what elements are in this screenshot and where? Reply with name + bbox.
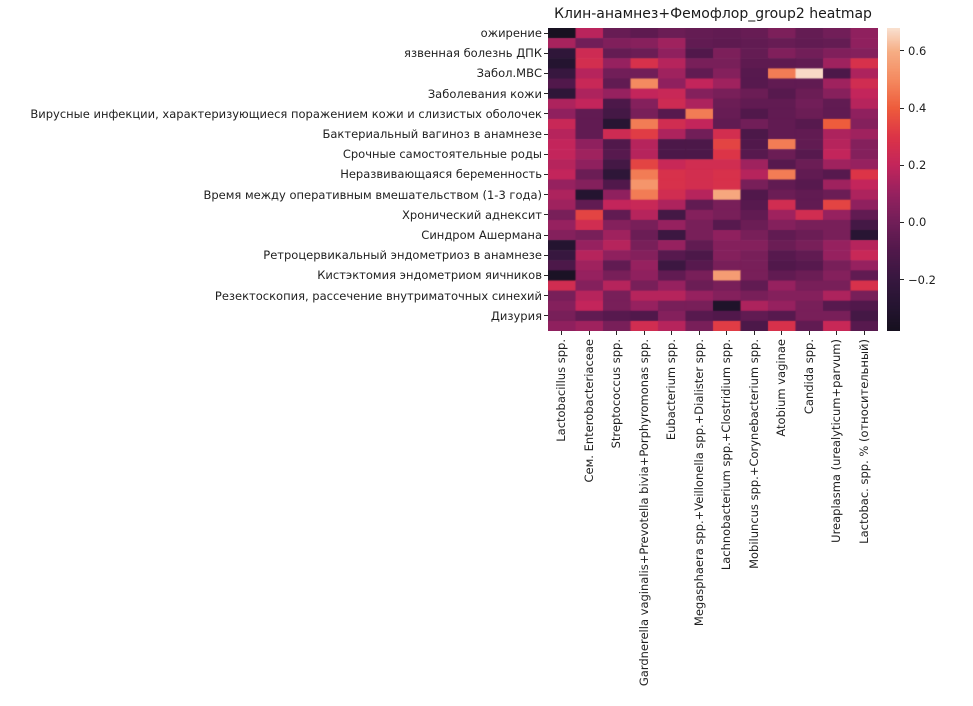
y-axis-tick	[544, 315, 548, 316]
y-axis-label: Время между оперативным вмешательством (1-3 года)	[203, 187, 542, 202]
x-axis-label: Lactobacillus spp.	[554, 339, 569, 442]
y-axis-label: Срочные самостоятельные роды	[342, 147, 542, 162]
x-axis-tick	[726, 331, 727, 335]
y-axis-tick	[544, 255, 548, 256]
x-axis-tick	[836, 331, 837, 335]
y-axis-tick	[544, 33, 548, 34]
x-axis-label: Streptococcus spp.	[609, 339, 624, 449]
y-axis-label: Хронический аднексит	[402, 207, 542, 222]
colorbar-tick	[900, 165, 904, 166]
x-axis-tick	[589, 331, 590, 335]
x-axis-label: Gardnerella vaginalis+Prevotella bivia+Porphyromonas spp.	[636, 339, 651, 687]
x-axis-tick	[561, 331, 562, 335]
y-axis-tick	[544, 53, 548, 54]
colorbar-tick	[900, 222, 904, 223]
y-axis-tick	[544, 134, 548, 135]
x-axis-tick	[644, 331, 645, 335]
y-axis-label: язвенная болезнь ДПК	[404, 46, 542, 61]
colorbar-tick	[900, 50, 904, 51]
y-axis-tick	[544, 275, 548, 276]
x-axis-label: Megasphaera spp.+Veillonella spp.+Dialister spp.	[691, 339, 706, 627]
x-axis-label: Candida spp.	[801, 339, 816, 415]
y-axis-tick	[544, 73, 548, 74]
x-axis-label: Сем. Enterobacteriaceae	[581, 339, 596, 483]
colorbar-tick-label: −0.2	[908, 272, 936, 287]
x-axis-label: Lactobac. spp. % (относительный)	[856, 339, 871, 544]
x-axis-tick	[754, 331, 755, 335]
y-axis-label: Дизурия	[490, 308, 542, 323]
colorbar	[887, 28, 900, 331]
x-axis-tick	[616, 331, 617, 335]
colorbar-tick-label: 0.2	[908, 158, 927, 173]
x-axis-tick	[671, 331, 672, 335]
colorbar-tick-label: 0.4	[908, 101, 927, 116]
y-axis-label: Неразвивающаяся беременность	[340, 167, 542, 182]
y-axis-label: Резектоскопия, рассечение внутриматочных синехий	[214, 288, 542, 303]
x-axis-tick	[699, 331, 700, 335]
colorbar-tick	[900, 279, 904, 280]
y-axis-tick	[544, 295, 548, 296]
y-axis-label: Кистэктомия эндометриом яичников	[317, 268, 542, 283]
colorbar-tick-label: 0.6	[908, 43, 927, 58]
x-axis-tick	[864, 331, 865, 335]
colorbar-tick	[900, 108, 904, 109]
y-axis-label: ожирение	[480, 26, 542, 41]
y-axis-label: Вирусные инфекции, характеризующиеся поражением кожи и слизистых оболочек	[30, 106, 542, 121]
y-axis-tick	[544, 93, 548, 94]
y-axis-label: Бактериальный вагиноз в анамнезе	[322, 127, 542, 142]
x-axis-label: Atobium vaginae	[774, 339, 789, 437]
y-axis-tick	[544, 214, 548, 215]
x-axis-tick	[809, 331, 810, 335]
colorbar-tick-label: 0.0	[908, 215, 927, 230]
y-axis-tick	[544, 174, 548, 175]
y-axis-label: Ретроцервикальный эндометриоз в анамнезе	[263, 248, 542, 263]
x-axis-label: Lachnobacterium spp.+Clostridium spp.	[719, 339, 734, 571]
chart-title: Клин-анамнез+Фемофлор_group2 heatmap	[554, 6, 872, 22]
y-axis-tick	[544, 154, 548, 155]
y-axis-tick	[544, 113, 548, 114]
x-axis-label: Eubacterium spp.	[664, 339, 679, 441]
x-axis-tick	[781, 331, 782, 335]
y-axis-tick	[544, 194, 548, 195]
x-axis-label: Mobiluncus spp.+Corynebacterium spp.	[746, 339, 761, 569]
y-axis-label: Синдром Ашермана	[421, 228, 542, 243]
y-axis-label: Забол.МВС	[476, 66, 542, 81]
y-axis-tick	[544, 235, 548, 236]
heatmap-canvas	[548, 28, 878, 331]
x-axis-label: Ureaplasma (urealyticum+parvum)	[829, 339, 844, 543]
y-axis-label: Заболевания кожи	[427, 86, 542, 101]
